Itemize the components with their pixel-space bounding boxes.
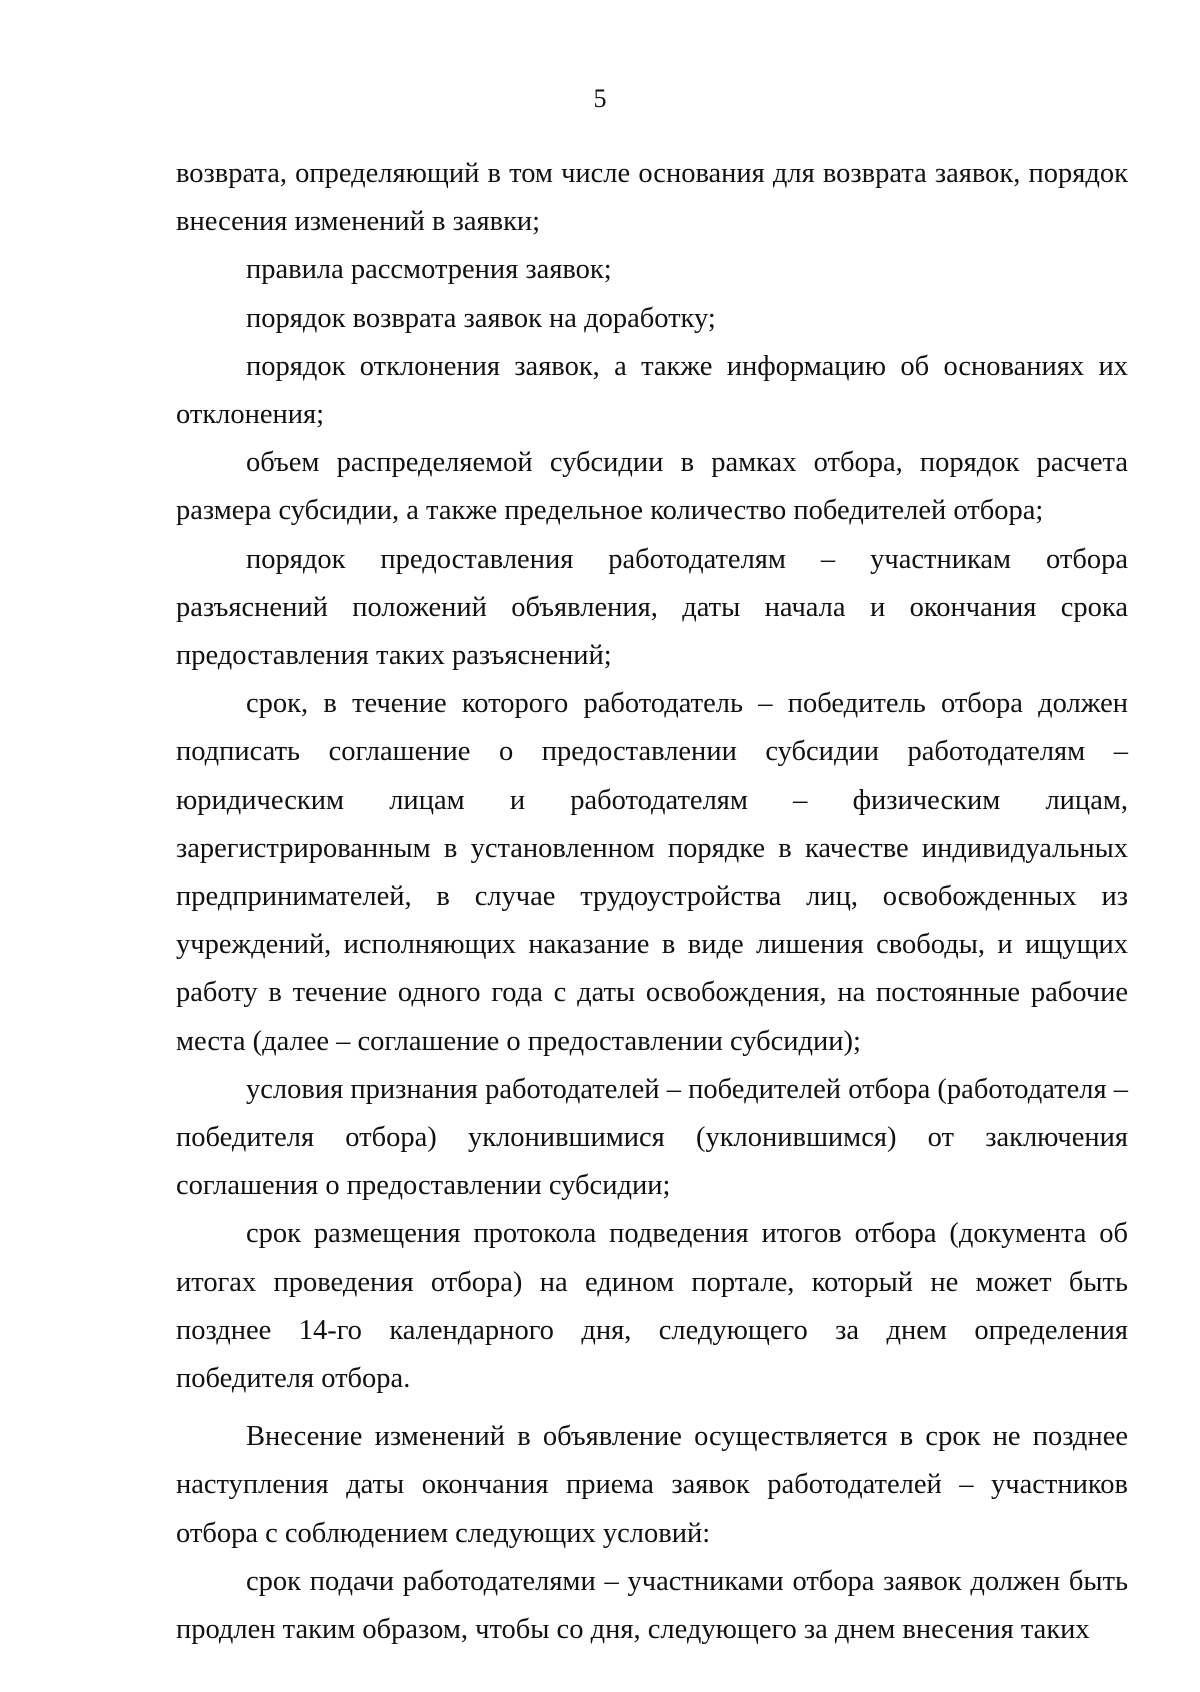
paragraph: Внесение изменений в объявление осуществляется в срок не позднее наступления даты окончания приема заявок работодателей – участников отбора с соблюдением следующих условий: (176, 1421, 1128, 1549)
page-number: 5 (593, 84, 607, 113)
document-body (176, 150, 1128, 1654)
paragraph: порядок отклонения заявок, а также информацию об основаниях их отклонения; (176, 350, 1128, 431)
paragraph: срок подачи работодателями – участниками отбора заявок должен быть продлен таким образом, чтобы со дня, следующего за днем внесения таких (176, 1565, 1128, 1646)
paragraph: срок, в течение которого работодатель – победитель отбора должен подписать соглашение о предоставлении субсидии работодателям – юридическим лицам и работодателям – физическим лицам, зарегистрированным в установленном порядке в качестве индивидуальных предпринимателей, в случае трудоустройства лиц, освобожденных из учреждений, исполняющих наказание в виде лишения свободы, и ищущих работу в течение одного года с даты освобождения, на постоянные рабочие места (далее – соглашение о предоставлении субсидии); (176, 688, 1128, 1057)
paragraph: порядок возврата заявок на доработку; (246, 302, 716, 334)
paragraph: порядок предоставления работодателям – участникам отбора разъяснений положений объявления, даты начала и окончания срока предоставления таких разъяснений; (176, 543, 1128, 672)
paragraph: возврата, определяющий в том числе основания для возврата заявок, порядок внесения изменений в заявки; (176, 158, 1128, 238)
paragraph: объем распределяемой субсидии в рамках отбора, порядок расчета размера субсидии, а также предельное количество победителей отбора; (176, 447, 1128, 527)
paragraph: правила рассмотрения заявок; (246, 254, 612, 286)
paragraph: условия признания работодателей – победителей отбора (работодателя – победителя отбора) уклонившимися (уклонившимся) от заключения соглашения о предоставлении субсидии; (176, 1073, 1128, 1202)
paragraph: срок размещения протокола подведения итогов отбора (документа об итогах проведения отбора) на едином портале, который не может быть позднее 14-го календарного дня, следующего за днем определения победителя отбора. (176, 1218, 1128, 1395)
